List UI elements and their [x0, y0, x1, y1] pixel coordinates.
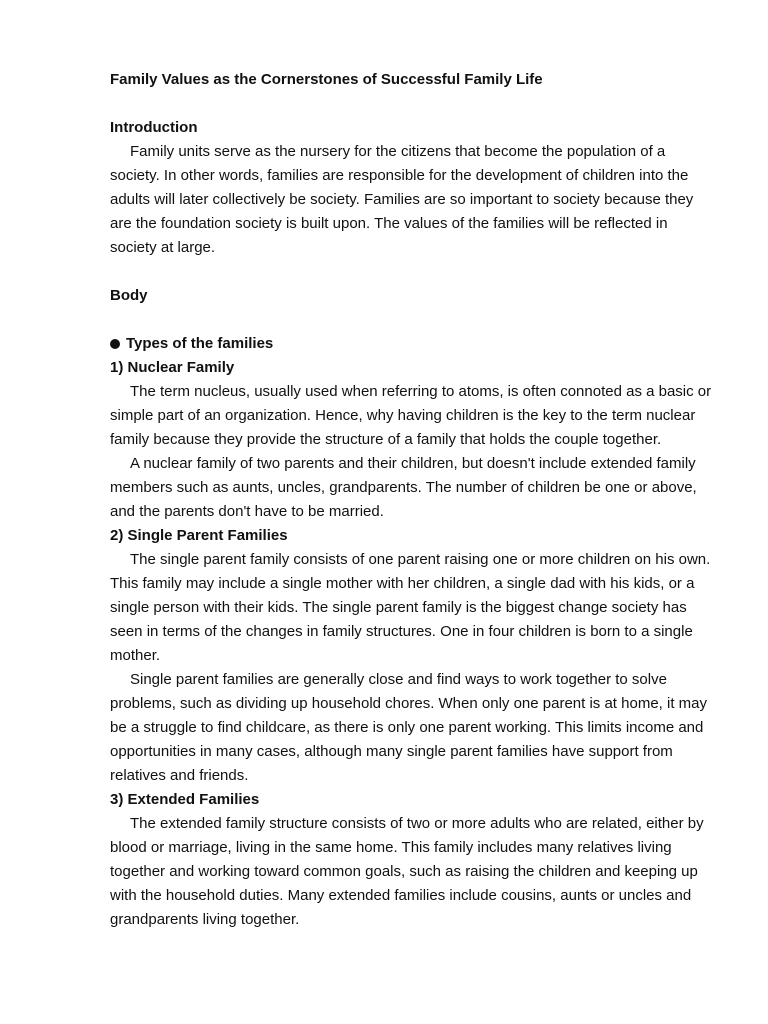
spacer	[110, 260, 714, 284]
section-paragraph: The single parent family consists of one parent raising one or more children on his own. This family may include a single mother with her children, a single dad with his kids, or a single person with their kids. The single parent family is the biggest change society has seen in terms of the changes in family structures. One in four children is born to a single mother.	[110, 551, 711, 664]
types-bullet-item	[110, 332, 714, 356]
body-heading: Body	[110, 287, 148, 304]
introduction-paragraph: Family units serve as the nursery for the citizens that become the population of a society. In other words, families are responsible for the development of children into the adults will later collectively be society. Families are so important to society because they are the foundation society is built upon. The values of the families will be reflected in society at large.	[110, 143, 694, 256]
spacer	[110, 308, 714, 332]
section-paragraph: A nuclear family of two parents and their children, but doesn't include extended family members such as aunts, uncles, grandparents. The number of children be one or above, and the parents don't have to be married.	[110, 455, 697, 520]
document-title: Family Values as the Cornerstones of Successful Family Life	[110, 71, 543, 88]
section-paragraph: The term nucleus, usually used when referring to atoms, is often connoted as a basic or simple part of an organization. Hence, why having children is the key to the term nuclear family because they provide the structure of a family that holds the couple together.	[110, 383, 712, 448]
section-heading-extended: 3) Extended Families	[110, 791, 260, 808]
section-heading-nuclear: 1) Nuclear Family	[110, 359, 235, 376]
introduction-heading: Introduction	[110, 119, 198, 136]
spacer	[110, 92, 714, 116]
section-paragraph: Single parent families are generally close and find ways to work together to solve problems, such as dividing up household chores. When only one parent is at home, it may be a struggle to find childcare, as there is only one parent working. This limits income and opportunities in many cases, although many single parent families have support from relatives and friends.	[110, 671, 707, 784]
types-heading: Types of the families	[126, 335, 274, 352]
bullet-icon	[110, 339, 120, 349]
section-paragraph: The extended family structure consists of two or more adults who are related, either by blood or marriage, living in the same home. This family includes many relatives living together and working toward common goals, such as raising the children and keeping up with the household duties. Many extended families include cousins, aunts or uncles and grandparents living together.	[110, 815, 704, 928]
section-heading-single-parent: 2) Single Parent Families	[110, 527, 288, 544]
document-content	[110, 68, 714, 932]
